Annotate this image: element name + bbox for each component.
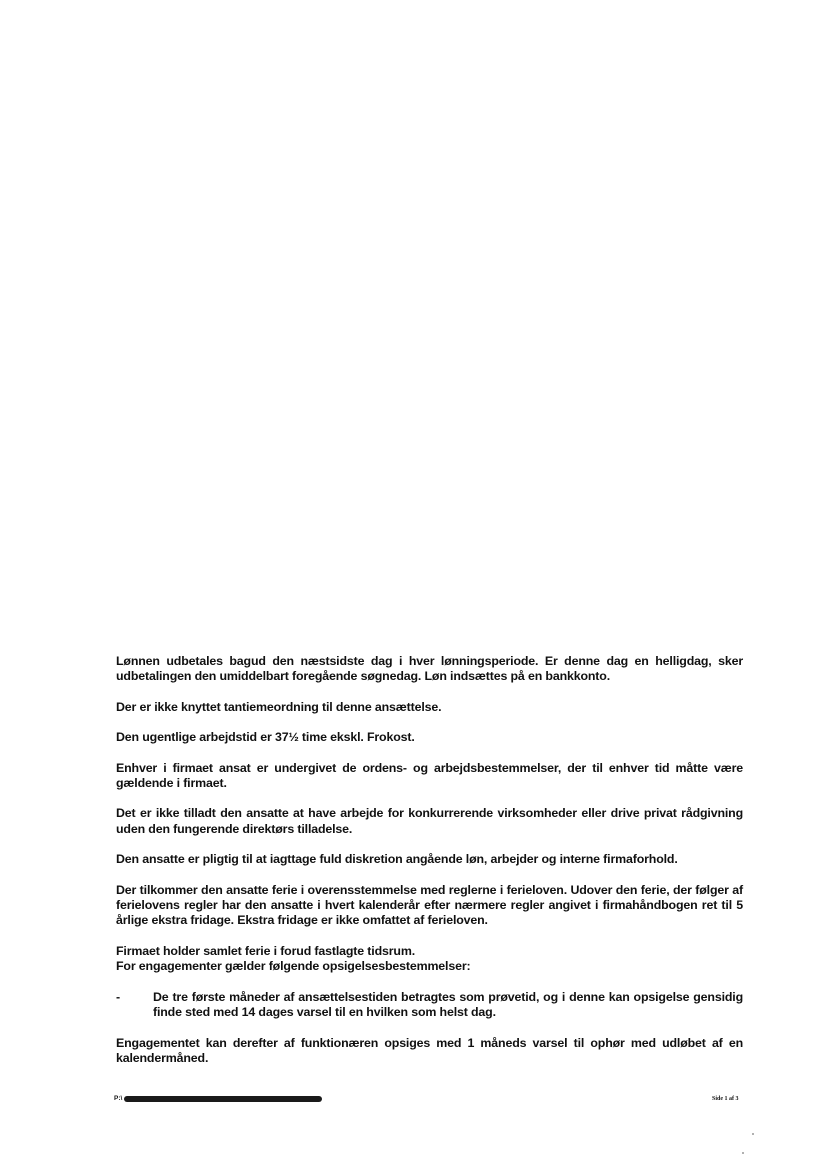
scan-speck xyxy=(742,1152,744,1154)
footer-path-prefix: P:\ xyxy=(114,1095,123,1102)
paragraph-holiday: Der tilkommer den ansatte ferie i overensstemmelse med reglerne i ferieloven. Udover den ferie, der følger af ferielovens regler har den ansatte i hvert kalenderår efter nærmere regler angivet i firmahåndbogen ret til 5 årlige ekstra fridage. Ekstra fridage er ikke omfattet af ferieloven. xyxy=(116,882,743,928)
footer-page-number: Side 1 af 3 xyxy=(712,1096,739,1102)
scan-speck xyxy=(752,1133,754,1135)
paragraph-discretion: Den ansatte er pligtig til at iagttage fuld diskretion angående løn, arbejder og interne firmaforhold. xyxy=(116,852,678,867)
bullet-item-probation xyxy=(116,990,743,1021)
paragraph-competition: Det er ikke tilladt den ansatte at have arbejde for konkurrerende virksomheder eller drive privat rådgivning uden den fungerende direktørs tilladelse. xyxy=(116,806,743,836)
paragraph-closing: Engagementet kan derefter af funktionæren opsiges med 1 måneds varsel til ophør med udløbet af en kalendermåned. xyxy=(116,1035,743,1065)
redaction-bar xyxy=(124,1096,322,1102)
document-body xyxy=(116,654,743,1081)
paragraph-working-hours: Den ugentlige arbejdstid er 37½ time ekskl. Frokost. xyxy=(116,730,415,745)
bullet-mark: - xyxy=(116,989,120,1004)
paragraph-salary: Lønnen udbetales bagud den næstsidste dag i hver lønningsperiode. Er denne dag en helligdag, sker udbetalingen den umiddelbart foregående søgnedag. Løn indsættes på en bankkonto. xyxy=(116,654,743,684)
paragraph-bonus: Der er ikke knyttet tantiemeordning til denne ansættelse. xyxy=(116,699,442,714)
bullet-text: De tre første måneder af ansættelsestiden betragtes som prøvetid, og i denne kan opsigelse gensidig finde sted med 14 dages varsel til en hvilken som helst dag. xyxy=(153,989,743,1020)
paragraph-termination-intro: For engagementer gælder følgende opsigelsesbestemmelser: xyxy=(116,959,471,974)
footer-file-path xyxy=(114,1095,322,1102)
paragraph-company-holiday: Firmaet holder samlet ferie i forud fastlagte tidsrum. xyxy=(116,943,415,958)
paragraph-rules: Enhver i firmaet ansat er undergivet de ordens- og arbejdsbestemmelser, der til enhver tid måtte være gældende i firmaet. xyxy=(116,760,743,791)
